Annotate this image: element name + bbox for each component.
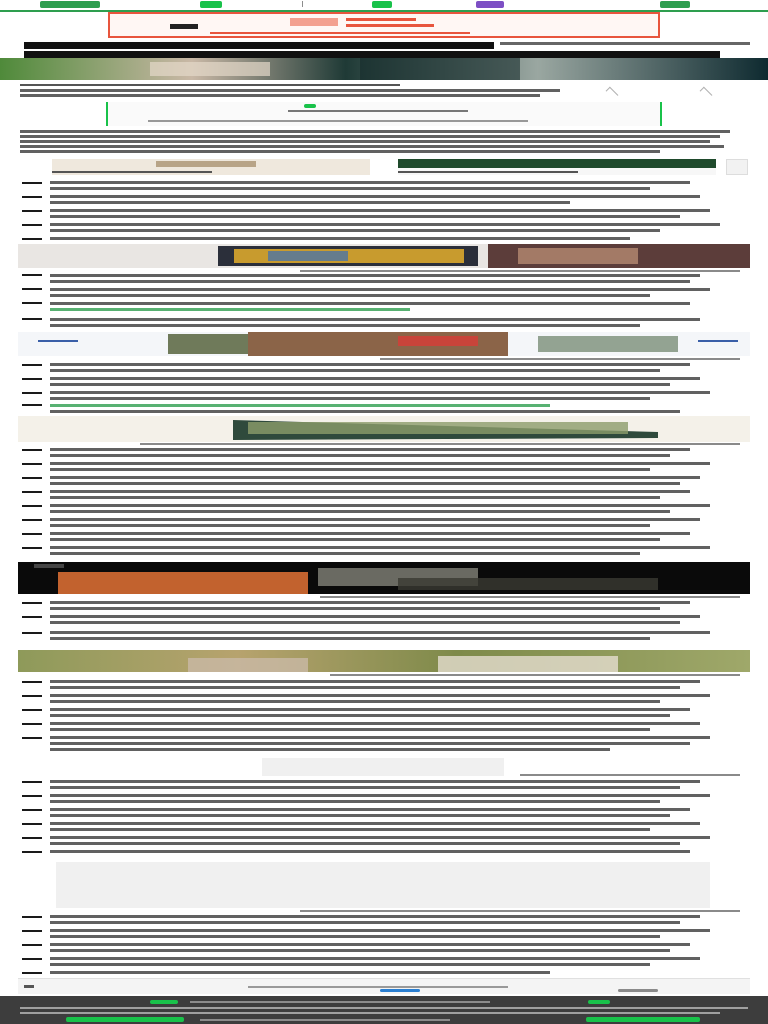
text-line: [50, 274, 700, 277]
text-line: [50, 280, 690, 283]
footer-line: [190, 1001, 490, 1003]
ad-banner[interactable]: [108, 12, 660, 38]
photo: [18, 562, 750, 594]
text-line: [50, 929, 710, 932]
list-bullet: [22, 723, 42, 725]
promo-line: [288, 110, 468, 112]
share-button[interactable]: [618, 989, 658, 992]
text-line: [50, 794, 710, 797]
hero-photo: [0, 58, 768, 80]
text-line: [50, 237, 630, 240]
text-line: [50, 680, 700, 683]
list-bullet: [22, 930, 42, 932]
text-line: [50, 223, 720, 226]
text-line: [50, 397, 650, 400]
text-line: [50, 808, 690, 811]
text-line: [50, 490, 690, 493]
list-bullet: [22, 392, 42, 394]
text-line: [50, 601, 690, 604]
text-line: [50, 201, 570, 204]
text-line: [50, 935, 660, 938]
footer-logo[interactable]: [150, 1000, 178, 1004]
footer-action[interactable]: [588, 1000, 610, 1004]
image-caption: [520, 774, 740, 776]
list-bullet: [22, 182, 42, 184]
list-bullet: [22, 519, 42, 521]
link-line[interactable]: [50, 308, 410, 311]
article-image-6: [18, 650, 750, 672]
list-bullet: [22, 695, 42, 697]
ad-block: [290, 18, 338, 26]
card-thumb: [156, 161, 256, 167]
ad-cta-button[interactable]: [170, 24, 198, 29]
nav-logo[interactable]: [40, 1, 100, 8]
footer-button[interactable]: [66, 1017, 184, 1022]
promo-badge: [304, 104, 316, 108]
article-image-5: [18, 562, 750, 594]
image-caption: [380, 358, 740, 360]
list-bullet: [22, 737, 42, 739]
text-line: [50, 736, 710, 739]
headline-line: [24, 51, 720, 58]
list-bullet: [22, 463, 42, 465]
footer-button[interactable]: [586, 1017, 700, 1022]
list-bullet: [22, 809, 42, 811]
text-line: [50, 510, 670, 513]
text-line: [50, 552, 640, 555]
list-bullet: [22, 916, 42, 918]
text-line: [50, 496, 660, 499]
text-line: [50, 454, 670, 457]
text-line: [50, 410, 680, 413]
ad-block: [346, 24, 434, 27]
image-caption: [330, 674, 740, 676]
list-bullet: [22, 302, 42, 304]
footer-line: [20, 1012, 720, 1014]
arrow-left-icon[interactable]: [606, 87, 619, 100]
text-line: [50, 943, 690, 946]
photo: [18, 244, 750, 268]
text-line: [50, 187, 650, 190]
photo: [18, 332, 750, 356]
list-bullet: [22, 505, 42, 507]
list-bullet: [22, 533, 42, 535]
article-image-3: [18, 332, 750, 356]
text-line: [20, 150, 660, 153]
nav-item-4[interactable]: [660, 1, 690, 8]
text-line: [50, 637, 650, 640]
inline-ad-placeholder[interactable]: [262, 758, 504, 776]
text-line: [50, 828, 650, 831]
text-line: [50, 621, 680, 624]
card-caption: [52, 171, 212, 173]
list-bullet: [22, 288, 42, 290]
text-line: [50, 780, 700, 783]
text-line: [20, 145, 724, 148]
list-bullet: [22, 795, 42, 797]
card-next[interactable]: [726, 159, 748, 175]
text-line: [50, 742, 690, 745]
text-line: [20, 140, 710, 143]
list-bullet: [22, 972, 42, 974]
list-bullet: [22, 404, 42, 406]
text-line: [50, 708, 690, 711]
image-caption: [320, 596, 740, 598]
image-caption: [300, 910, 740, 912]
text-line: [50, 524, 650, 527]
list-bullet: [22, 491, 42, 493]
nav-item-2[interactable]: [372, 1, 392, 8]
photo: [18, 650, 750, 672]
list-bullet: [22, 958, 42, 960]
intro-line: [20, 94, 540, 97]
share-bar: [18, 978, 750, 994]
list-bullet: [22, 238, 42, 240]
text-line: [50, 476, 700, 479]
ad-block: [346, 18, 416, 21]
footer-line: [20, 1007, 748, 1009]
text-line: [50, 363, 690, 366]
card-caption: [398, 171, 578, 173]
nav-divider: [302, 1, 303, 7]
related-card-right[interactable]: [398, 159, 716, 175]
text-line: [20, 130, 730, 133]
list-bullet: [22, 210, 42, 212]
list-bullet: [22, 837, 42, 839]
text-line: [50, 957, 700, 960]
top-navigation: [0, 0, 768, 12]
article-image-2: [18, 244, 750, 268]
list-bullet: [22, 477, 42, 479]
text-line: [50, 700, 660, 703]
text-line: [50, 786, 680, 789]
text-line: [50, 468, 650, 471]
text-line: [50, 694, 710, 697]
image-caption: [300, 270, 740, 272]
text-line: [50, 181, 690, 184]
share-icon[interactable]: [380, 989, 420, 992]
text-line: [50, 288, 710, 291]
list-bullet: [22, 632, 42, 634]
footer-bar: [0, 996, 768, 1024]
text-line: [50, 209, 710, 212]
nav-item-1[interactable]: [200, 1, 222, 8]
text-line: [50, 963, 650, 966]
text-line: [50, 504, 710, 507]
text-line: [50, 728, 650, 731]
text-line: [50, 482, 680, 485]
article-image-4: [18, 416, 750, 442]
text-line: [50, 836, 710, 839]
nav-item-3[interactable]: [476, 1, 504, 8]
text-line: [50, 538, 660, 541]
text-line: [50, 215, 680, 218]
list-bullet: [22, 709, 42, 711]
list-bullet: [22, 851, 42, 853]
text-line: [50, 324, 640, 327]
text-line: [50, 518, 700, 521]
promo-line: [148, 120, 528, 122]
menu-icon[interactable]: [24, 985, 34, 988]
image-caption: [140, 443, 740, 445]
text-line: [50, 302, 690, 305]
promo-box[interactable]: [106, 102, 662, 126]
list-bullet: [22, 944, 42, 946]
text-line: [50, 686, 680, 689]
text-line: [50, 318, 700, 321]
intro-line: [20, 89, 560, 92]
list-bullet: [22, 196, 42, 198]
hero-image: [0, 58, 768, 80]
related-card-left[interactable]: [52, 159, 370, 175]
text-line: [20, 135, 720, 138]
text-line: [50, 915, 700, 918]
text-line: [50, 800, 660, 803]
text-line: [50, 722, 700, 725]
text-line: [50, 377, 700, 380]
text-line: [50, 607, 660, 610]
text-line: [50, 294, 650, 297]
list-bullet: [22, 781, 42, 783]
list-bullet: [22, 616, 42, 618]
text-line: [50, 229, 660, 232]
text-line: [50, 462, 710, 465]
list-bullet: [22, 681, 42, 683]
byline: [20, 84, 400, 86]
photo: [18, 416, 750, 442]
headline-line: [500, 42, 750, 45]
list-bullet: [22, 602, 42, 604]
text-line: [50, 842, 680, 845]
text-line: [50, 714, 670, 717]
text-line: [50, 391, 710, 394]
list-bullet: [22, 378, 42, 380]
text-line: [50, 615, 700, 618]
list-bullet: [22, 364, 42, 366]
ad-block: [210, 32, 470, 34]
text-line: [50, 850, 690, 853]
list-bullet: [22, 224, 42, 226]
list-bullet: [22, 318, 42, 320]
text-line: [50, 631, 710, 634]
arrow-right-icon[interactable]: [700, 87, 713, 100]
list-bullet: [22, 449, 42, 451]
headline-line: [24, 42, 494, 49]
text-line: [50, 448, 690, 451]
text-line: [50, 369, 660, 372]
text-line: [50, 546, 710, 549]
text-line: [50, 195, 700, 198]
footer-line: [200, 1019, 450, 1021]
text-line: [50, 921, 680, 924]
text-line: [50, 383, 670, 386]
card-thumb: [398, 159, 716, 168]
text-line: [50, 822, 700, 825]
embed-placeholder[interactable]: [56, 862, 710, 908]
link-line[interactable]: [50, 404, 550, 407]
list-bullet: [22, 274, 42, 276]
text-line: [50, 748, 610, 751]
list-bullet: [22, 823, 42, 825]
list-bullet: [22, 547, 42, 549]
text-line: [50, 814, 670, 817]
text-line: [50, 949, 670, 952]
text-line: [50, 532, 690, 535]
text-line: [50, 971, 550, 974]
share-label: [248, 986, 508, 988]
